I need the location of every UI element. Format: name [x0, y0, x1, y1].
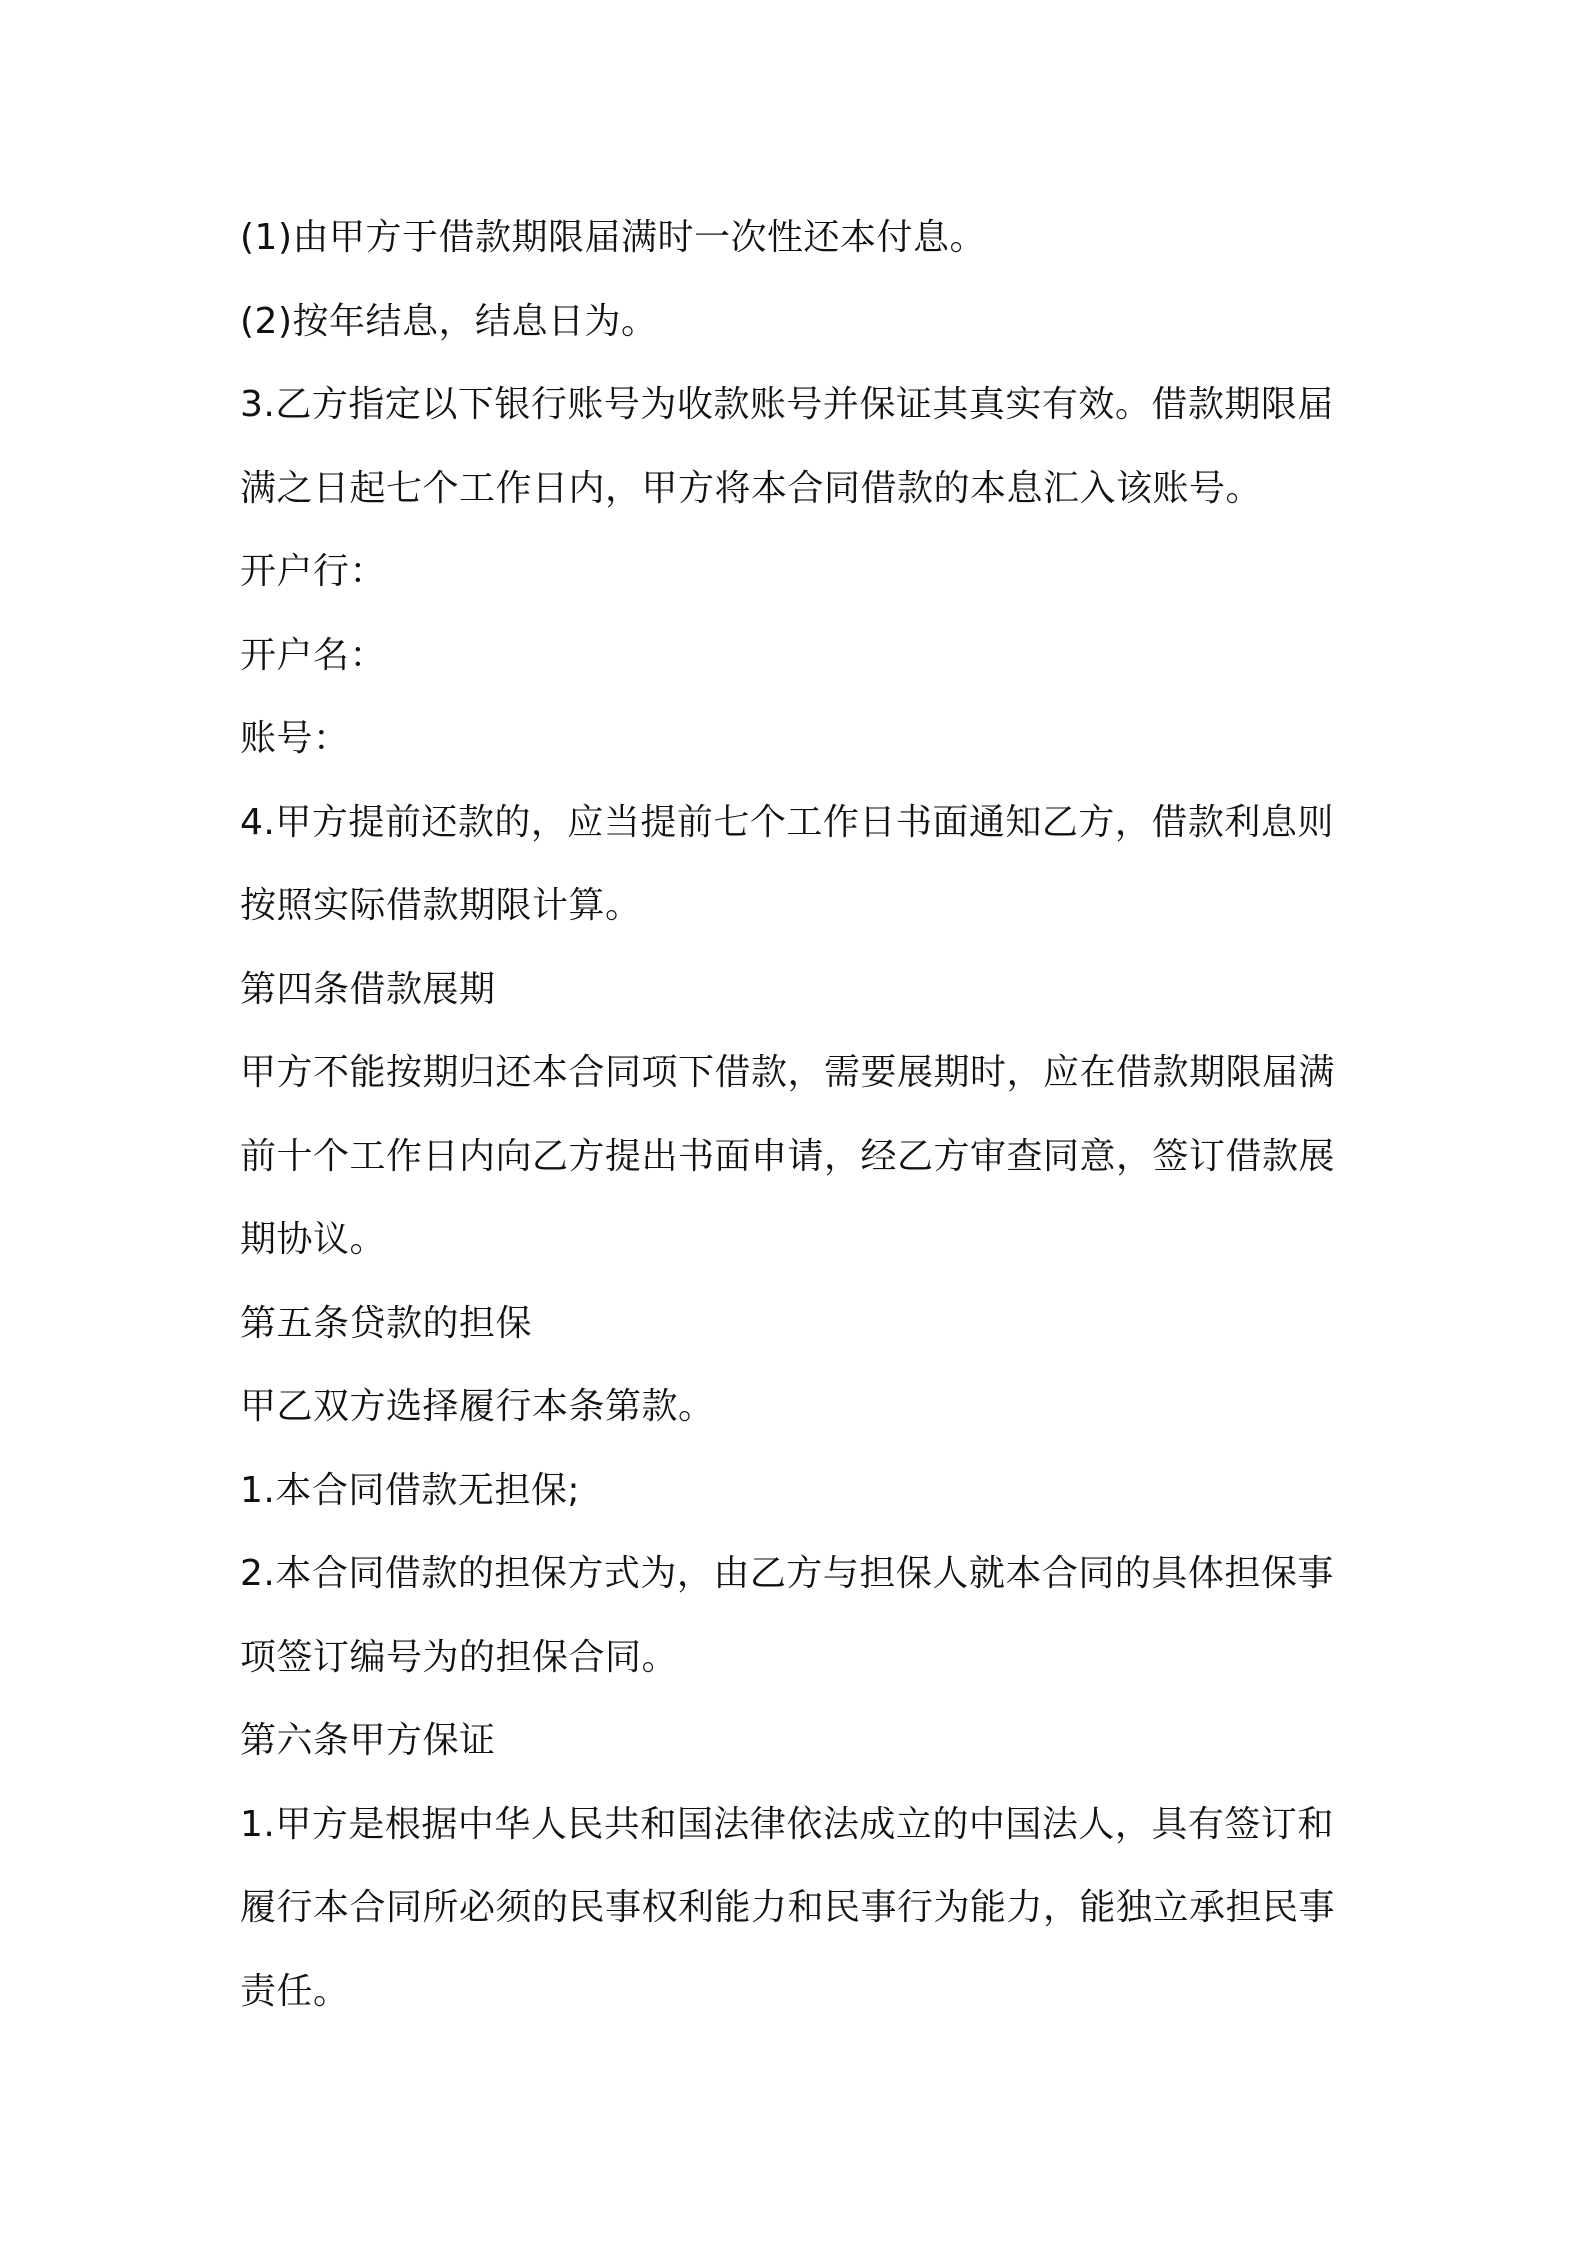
- text-line: 1.甲方是根据中华人民共和国法律依法成立的中国法人，具有签订和: [240, 1803, 1334, 1845]
- text-line: 甲方不能按期归还本合同项下借款，需要展期时，应在借款期限届满: [240, 1052, 1336, 1093]
- field-label-account-number: 账号：: [240, 718, 350, 759]
- field-label-bank: 开户行：: [240, 551, 387, 592]
- text-line: 满之日起七个工作日内，甲方将本合同借款的本息汇入该账号。: [240, 467, 1263, 509]
- text-line: 甲乙双方选择履行本条第款。: [240, 1386, 715, 1427]
- text-line: 1.本合同借款无担保;: [240, 1469, 580, 1511]
- text-line: 履行本合同所必须的民事权利能力和民事行为能力，能独立承担民事: [240, 1887, 1336, 1928]
- text-line: 期协议。: [240, 1219, 387, 1260]
- text-line: 2.本合同借款的担保方式为，由乙方与担保人就本合同的具体担保事: [240, 1553, 1334, 1594]
- section-heading: 第五条贷款的担保: [240, 1302, 533, 1344]
- document-body: [240, 196, 1370, 2033]
- text-line: 4.甲方提前还款的，应当提前七个工作日书面通知乙方，借款利息则: [240, 801, 1334, 843]
- text-line: (1)由甲方于借款期限届满时一次性还本付息。: [240, 217, 986, 258]
- section-heading: 第四条借款展期: [240, 968, 496, 1010]
- text-line: 前十个工作日内向乙方提出书面申请，经乙方审查同意，签订借款展: [240, 1135, 1336, 1177]
- text-line: 项签订编号为的担保合同。: [240, 1636, 679, 1678]
- field-label-account-name: 开户名：: [240, 634, 387, 676]
- text-line: 3.乙方指定以下银行账号为收款账号并保证其真实有效。借款期限届: [240, 384, 1334, 425]
- text-line: 按照实际借款期限计算。: [240, 885, 642, 926]
- text-line: (2)按年结息，结息日为。: [240, 300, 658, 342]
- section-heading: 第六条甲方保证: [240, 1720, 496, 1761]
- text-line: 责任。: [240, 1970, 350, 2012]
